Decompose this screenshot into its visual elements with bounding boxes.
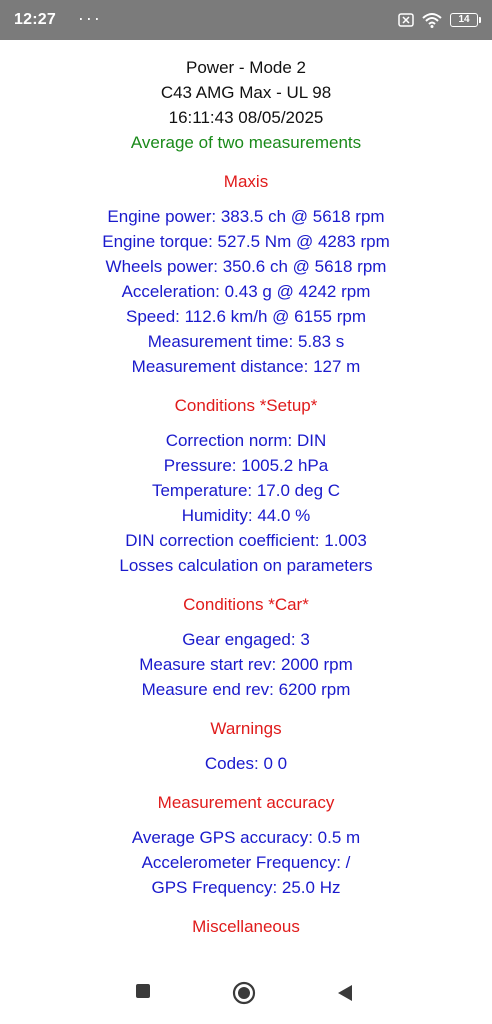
- battery-icon: [450, 13, 478, 27]
- report-content[interactable]: [0, 40, 492, 962]
- maxis-row: Engine power: 383.5 ch @ 5618 rpm: [107, 207, 385, 226]
- car-row: Measure start rev: 2000 rpm: [139, 655, 353, 674]
- back-triangle-icon[interactable]: [337, 984, 353, 1002]
- setup-row: Correction norm: DIN: [165, 431, 327, 450]
- section-title-maxis: Maxis: [223, 172, 269, 191]
- maxis-row: Speed: 112.6 km/h @ 6155 rpm: [126, 307, 366, 326]
- status-bar: [0, 0, 492, 40]
- setup-row: DIN correction coefficient: 1.003: [125, 531, 367, 550]
- section-title-misc: Miscellaneous: [192, 917, 300, 936]
- section-title-car: Conditions *Car*: [183, 595, 309, 614]
- accuracy-row: GPS Frequency: 25.0 Hz: [151, 878, 341, 897]
- section-title-setup: Conditions *Setup*: [174, 396, 318, 415]
- home-circle-icon[interactable]: [232, 981, 256, 1005]
- accuracy-row: Accelerometer Frequency: /: [141, 853, 351, 872]
- average-note: Average of two measurements: [130, 133, 362, 152]
- maxis-row: Measurement distance: 127 m: [131, 357, 361, 376]
- car-row: Measure end rev: 6200 rpm: [141, 680, 351, 699]
- recents-square-icon[interactable]: [136, 984, 150, 998]
- status-time: 12:27: [14, 11, 56, 28]
- sim-off-icon: [398, 13, 414, 27]
- car-row: Gear engaged: 3: [182, 630, 310, 649]
- section-title-warnings: Warnings: [210, 719, 282, 738]
- warnings-row: Codes: 0 0: [204, 754, 288, 773]
- setup-row: Losses calculation on parameters: [119, 556, 373, 575]
- maxis-row: Acceleration: 0.43 g @ 4242 rpm: [121, 282, 371, 301]
- battery-level: 14: [458, 14, 470, 25]
- measurement-datetime: 16:11:43 08/05/2025: [168, 108, 324, 127]
- status-icons: [398, 12, 478, 28]
- navigation-bar: [0, 962, 492, 1024]
- notification-dots: ···: [77, 8, 102, 28]
- setup-row: Pressure: 1005.2 hPa: [163, 456, 329, 475]
- setup-row: Humidity: 44.0 %: [181, 506, 311, 525]
- maxis-row: Wheels power: 350.6 ch @ 5618 rpm: [105, 257, 387, 276]
- setup-row: Temperature: 17.0 deg C: [151, 481, 341, 500]
- section-title-accuracy: Measurement accuracy: [157, 793, 335, 812]
- car-name: C43 AMG Max - UL 98: [160, 83, 332, 102]
- accuracy-row: Average GPS accuracy: 0.5 m: [131, 828, 361, 847]
- wifi-icon: [422, 12, 442, 28]
- report-title: Power - Mode 2: [186, 58, 306, 77]
- maxis-row: Measurement time: 5.83 s: [147, 332, 345, 351]
- maxis-row: Engine torque: 527.5 Nm @ 4283 rpm: [102, 232, 390, 251]
